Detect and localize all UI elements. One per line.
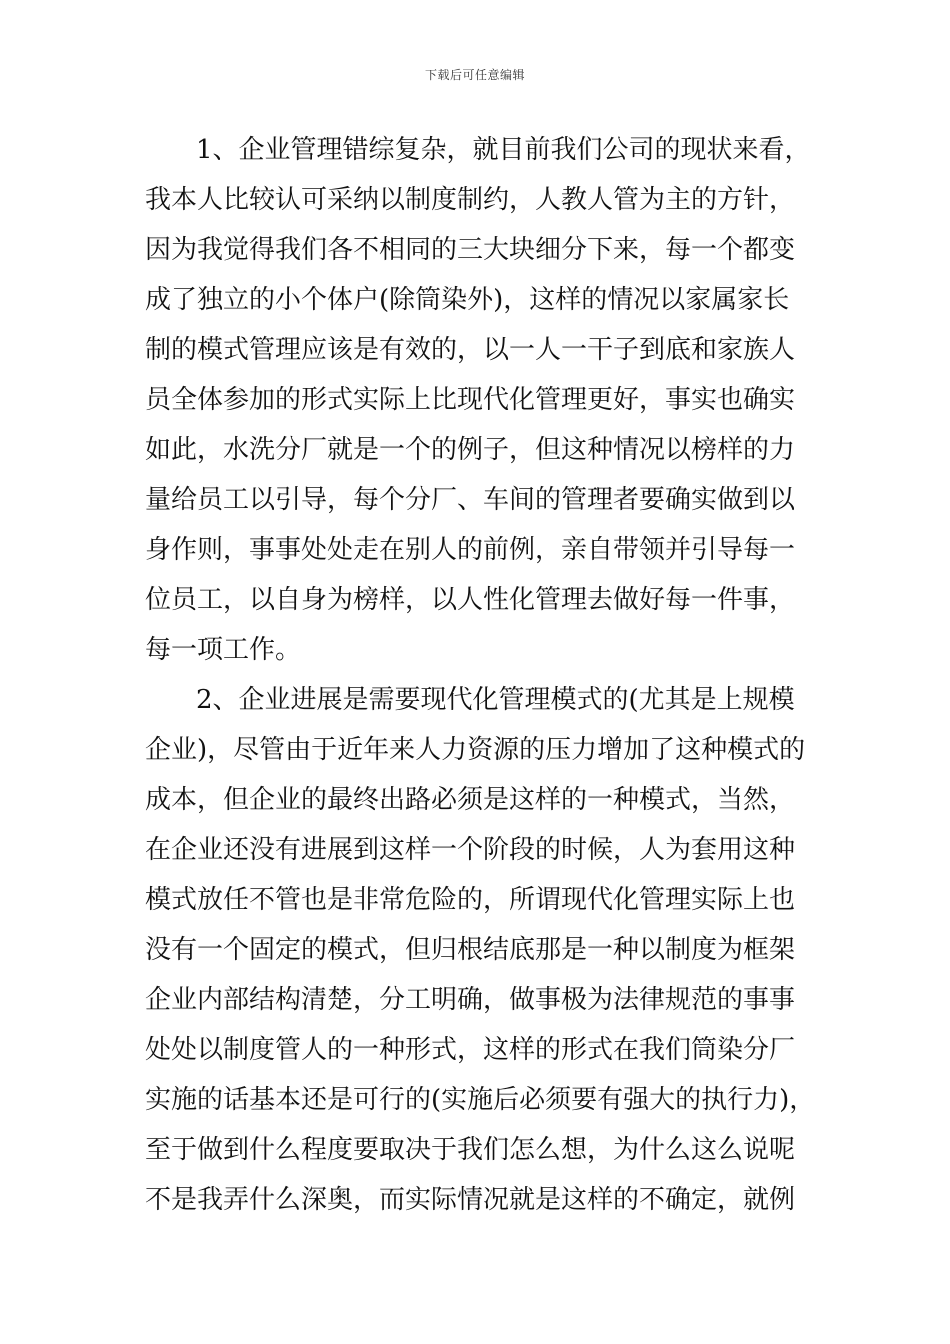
paragraph-2-line-3: 成本，但企业的最终出路必须是这样的一种模式，当然， [145, 785, 796, 815]
paragraph-1-line-8: 量给员工以引导，每个分厂、车间的管理者要确实做到以 [145, 485, 796, 515]
paragraph-1-line-10: 位员工，以自身为榜样，以人性化管理去做好每一件事， [145, 585, 796, 615]
paragraph-2-line-9: 实施的话基本还是可行的(实施后必须要有强大的执行力)， [145, 1085, 816, 1115]
paragraph-2-line-2: 企业)，尽管由于近年来人力资源的压力增加了这种模式的 [145, 735, 806, 765]
paragraph-1-line-2: 我本人比较认可采纳以制度制约，人教人管为主的方针， [145, 185, 796, 215]
paragraph-1-line-1: 1、企业管理错综复杂，就目前我们公司的现状来看， [196, 135, 811, 165]
paragraph-1-line-4: 成了独立的小个体户(除筒染外)，这样的情况以家属家长 [145, 285, 790, 315]
paragraph-2-line-1: 2、企业进展是需要现代化管理模式的(尤其是上规模 [196, 685, 795, 715]
paragraph-1-line-3: 因为我觉得我们各不相同的三大块细分下来，每一个都变 [145, 235, 796, 265]
paragraph-1-line-6: 员全体参加的形式实际上比现代化管理更好，事实也确实 [145, 385, 796, 415]
paragraph-1-line-5: 制的模式管理应该是有效的，以一人一干子到底和家族人 [145, 335, 796, 365]
paragraph-1-line-11: 每一项工作。 [145, 635, 302, 665]
paragraph-1-line-9: 身作则，事事处处走在别人的前例，亲自带领并引导每一 [145, 535, 796, 565]
paragraph-2-line-8: 处处以制度管人的一种形式，这样的形式在我们筒染分厂 [145, 1035, 796, 1065]
paragraph-2-line-7: 企业内部结构清楚，分工明确，做事极为法律规范的事事 [145, 985, 796, 1015]
paragraph-1-line-7: 如此，水洗分厂就是一个的例子，但这种情况以榜样的力 [145, 435, 796, 465]
paragraph-2-line-10: 至于做到什么程度要取决于我们怎么想，为什么这么说呢 [145, 1135, 796, 1165]
paragraph-2-line-4: 在企业还没有进展到这样一个阶段的时候，人为套用这种 [145, 835, 796, 865]
paragraph-2-line-5: 模式放任不管也是非常危险的，所谓现代化管理实际上也 [145, 885, 796, 915]
page-header: 下载后可任意编辑 [424, 68, 525, 82]
paragraph-2-line-6: 没有一个固定的模式，但归根结底那是一种以制度为框架 [145, 935, 796, 965]
paragraph-2-line-11: 不是我弄什么深奥，而实际情况就是这样的不确定，就例 [145, 1185, 796, 1215]
